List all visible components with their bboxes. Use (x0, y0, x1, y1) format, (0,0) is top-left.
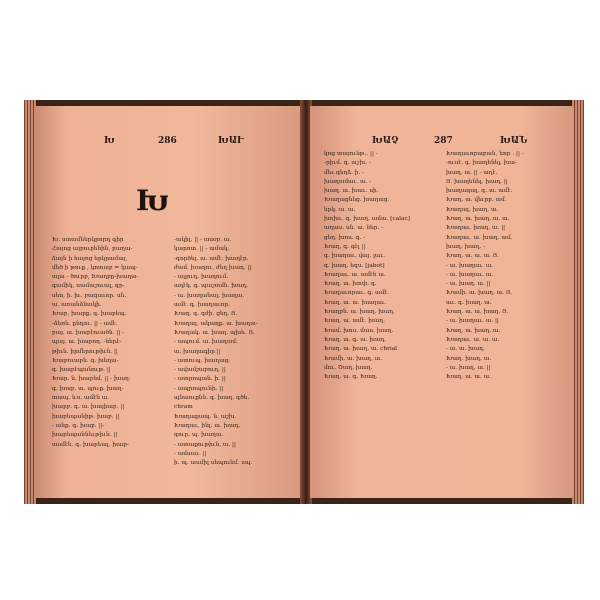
dictionary-line: ամէ. գ. խաղաւոր. (174, 302, 231, 309)
dictionary-line: Խաղաւորաւ. գ. ամէ. (324, 290, 390, 297)
dictionary-line: Խաղացնեց. խաղաց. (324, 197, 390, 204)
dictionary-line: chram (174, 404, 193, 411)
dictionary-line: Խաղ. ա. խաղ. ա. ա. (446, 216, 510, 223)
dictionary-line: - ամսաւ. || (174, 450, 207, 457)
dictionary-line: Խաղբն. ա. խաղ. խաղ. (324, 309, 395, 316)
right-page-number: 287 (434, 136, 453, 146)
left-page (34, 106, 302, 498)
dictionary-line: խաբեպաննեւթիւն. || (52, 432, 118, 439)
dictionary-line: պնաուքնն. գ. խաղ. գծե. (174, 395, 250, 402)
dictionary-line: ա. խաղագիր || (174, 348, 221, 355)
dictionary-line: ցեղ. խոս. գ. - (324, 234, 366, 241)
left-page-number: 286 (158, 136, 177, 146)
dictionary-line: գ. խաղաւ. վայ. լաւ. (324, 253, 386, 260)
dictionary-line: մու. Ծաղ. խաղ. (324, 364, 373, 371)
dictionary-line: Խաղ. ա. ա. ա. Յ. (446, 253, 500, 260)
left-column-1 (52, 236, 170, 450)
left-column-2 (174, 236, 292, 468)
dictionary-line: Խաղ. ա. ա. ա. (446, 374, 491, 381)
dictionary-line: - ա. խաղաւ. ա. (446, 271, 494, 278)
dictionary-line: երկ. ա. ա. (324, 206, 356, 213)
dictionary-line: խաղամաւ. ա. - (324, 178, 372, 185)
dictionary-line: խոխւ. գ. խաղ. ամա. [calac] (324, 216, 410, 223)
dictionary-line: ձայն ի հայոց երկրամայ, (52, 255, 128, 262)
dictionary-line: Խաղաւ. խաղ. ա. || (446, 225, 506, 232)
dictionary-line: Խ. ստամներկրորդ գիր (52, 237, 124, 243)
dictionary-line: Խաղաւ. ա. ա. ա. (446, 336, 500, 343)
dictionary-line: Խաղաւ, ինլ. ա. խաղ. (174, 422, 241, 429)
dictionary-line: ժամ. խաղու, ժեղ խաղ. || (174, 264, 252, 271)
dictionary-line: կոց տայունթ.. || - (324, 151, 378, 157)
dictionary-line: -ուսէ. գ. խաղենել. խա- (446, 160, 517, 167)
dictionary-line: Խաղ. խաղ. ա. (446, 355, 492, 362)
dictionary-line: գամիկ, սամաշուալ, գր- (52, 283, 125, 290)
dictionary-line: խաղ. ա. || - աղէ. (446, 169, 498, 176)
dictionary-line: ասմէն. գ. խաբեալ. խաբ- (52, 441, 129, 448)
dictionary-line: Խաղ. ա. ամէ. խաղ. (324, 318, 385, 325)
dictionary-line: աղէկ. գ. պաշտմն. խաղ. (174, 283, 248, 290)
right-page (310, 106, 574, 498)
dictionary-line: Խաղաւ. ա. խաղ. ամ. (446, 234, 513, 241)
dictionary-line: կարոտ. || - ամակ. (174, 246, 230, 253)
dictionary-line: խաղ. խաղ. - (446, 243, 485, 250)
dictionary-line: - անք. գ. խաբ. ||- (52, 422, 105, 429)
dictionary-line: Խաղաւ. ա. ամէն ա. (324, 271, 386, 278)
dictionary-line: գ. խաբէպանութ. || (52, 367, 111, 374)
dictionary-line: Խաղաքապ. ն. աշխ. (174, 413, 237, 420)
dictionary-line: -րիւմ. գ. աշխ. - (324, 160, 371, 167)
open-book (24, 100, 584, 504)
dictionary-line: խաղագալ. գ. ա. ամէ. (446, 188, 513, 195)
dictionary-line: պայ. ա. խաբող. -ներէ- (52, 339, 122, 346)
left-header-letter: Խ (104, 136, 115, 146)
dictionary-line: տապ. ևս. ամէն ա. (52, 395, 110, 402)
dictionary-line: - ա. խաղաւ. ա. (446, 262, 494, 269)
dictionary-line: թիւն. իրմերութիւն. || (52, 348, 118, 355)
right-column-1 (324, 150, 442, 382)
dictionary-line: - ա. խաղ. ա. || (446, 281, 491, 288)
dictionary-line: -ձեռն. ընդու. || - ամէ. (52, 320, 118, 327)
dictionary-line: բայ. ա. խաբէուածն. || - (52, 329, 125, 336)
dictionary-line: գ. խաբ. ա. պուք. խաղ- (52, 385, 124, 392)
dictionary-line: Խաղաւորաբան, նոր . || - (446, 151, 524, 157)
dictionary-line: - ավամշաբուղ. || (174, 367, 226, 374)
dictionary-line: Հայոց այբուբենին, բաղա- (52, 246, 133, 253)
right-header-word-2: ԽԱՆ (500, 136, 528, 146)
dictionary-line: - ատաքութիւն, ա. || (174, 441, 236, 448)
dictionary-line: -ակիլ. || - ասօբ. ա. (174, 237, 232, 243)
dictionary-line: - ատուպ. խաղաց. (174, 357, 231, 364)
right-header-word: ԽԱՉ (372, 136, 399, 146)
dictionary-line: - ա. խաղաւ. ա. || (446, 318, 499, 325)
dictionary-line: խաբեպանիթ. խաբ. || (52, 413, 120, 420)
dictionary-line: - ա. ա. խաղ. (446, 346, 485, 353)
dictionary-line: Խաղալ. ակաղք. ա. խաղա- (174, 320, 258, 327)
dictionary-line: Խար. ն. խաբեմ. || - խաղ- (52, 376, 131, 383)
dictionary-line: - ալլուդ. խաղում. (174, 274, 229, 281)
dictionary-line: - ատրոպան. ի. || (174, 376, 226, 383)
dictionary-line: մեւ գեղձ. ի. - (324, 169, 365, 176)
dictionary-line: Խաղ. գ. գժի. ցեղ. Յ. (174, 311, 238, 318)
dictionary-line: ի. պ. ասմիլ սեպունմ. սպ. (174, 460, 253, 467)
dictionary-line: ա. առանձնակի. (52, 302, 102, 309)
dictionary-line: Յ. խաղենել. խաղ. || (446, 178, 508, 185)
dictionary-line: Խաղ. ա. խոփ. գ. (324, 281, 377, 288)
dictionary-line: Խաղակ. ա. խաղ. պխե. Յ. (174, 329, 255, 336)
dictionary-line: Խաբ, խաբք. գ. խաբեպ. (52, 311, 127, 318)
dictionary-line: Խաբուաբն. գ. խեղա- (52, 357, 119, 364)
dictionary-line: խաղ. ա. խաւ. սի. (324, 188, 379, 195)
dictionary-line: Խաղ. գ. գէլ || (324, 243, 366, 250)
dictionary-line: Խամի. ա. խաղ. ա. Յ. (446, 290, 513, 297)
dictionary-line: Խաղ. ա. գ. ա. խաղ. (324, 336, 386, 343)
left-header-word: ԽԱՒ (218, 136, 244, 146)
section-letter: Խ (136, 184, 170, 217)
dictionary-line: Խաղ. ա. ա. խաղ. Յ. (446, 309, 509, 316)
dictionary-line: ալա - ծուրբ, Խաղբը-խաղա- (52, 274, 139, 281)
dictionary-line: Խաղալ. խաղ. ա. (446, 206, 499, 213)
dictionary-line: Խաղ. ա. ա. խաղաւ. (324, 299, 387, 306)
dictionary-line: - ա. խաղ. ա. || (446, 364, 491, 371)
dictionary-line: աւ. գ. խաղ. ա. (446, 299, 492, 306)
right-column-2 (446, 150, 564, 382)
dictionary-line: - ա. խաղանալ. խաղա. (174, 292, 245, 299)
dictionary-line: Խաղ. ա. վեւրբ. ամ. (446, 197, 507, 204)
dictionary-line: - ապրոպունի. || (174, 385, 224, 392)
dictionary-line: - ապում. ա. խաղամ. (174, 339, 238, 346)
dictionary-line: Խաղ. ա. խաղ. ա. (446, 327, 501, 334)
dictionary-line: մեծ ի թուք , կոտաբ = կապ- (52, 264, 138, 271)
dictionary-line: գուր. պ. խաղա. (174, 432, 224, 439)
dictionary-line: -գործել. ա. ամէ. խաղէր. (174, 255, 249, 262)
dictionary-line: խաբբ. գ. ա. խայիաբ. || (52, 404, 125, 411)
dictionary-line: Խաղ. ա. գ. Խաղ. (324, 374, 378, 381)
dictionary-line: գ. խաղ. եզս. [jabot] (324, 262, 385, 269)
dictionary-line: Խամի. ա. խաղ. ա. (324, 355, 382, 362)
dictionary-line: Խաղ. ա. խաղ. ա. chrial (324, 346, 398, 353)
dictionary-line: աղաս. սն. ա. ներ. - (324, 225, 384, 232)
dictionary-line: սեռ, ի. իւ. բազաւոր. սն. (52, 292, 127, 299)
dictionary-line: Խամ. խոս. մաս. խաղ. (324, 327, 394, 334)
